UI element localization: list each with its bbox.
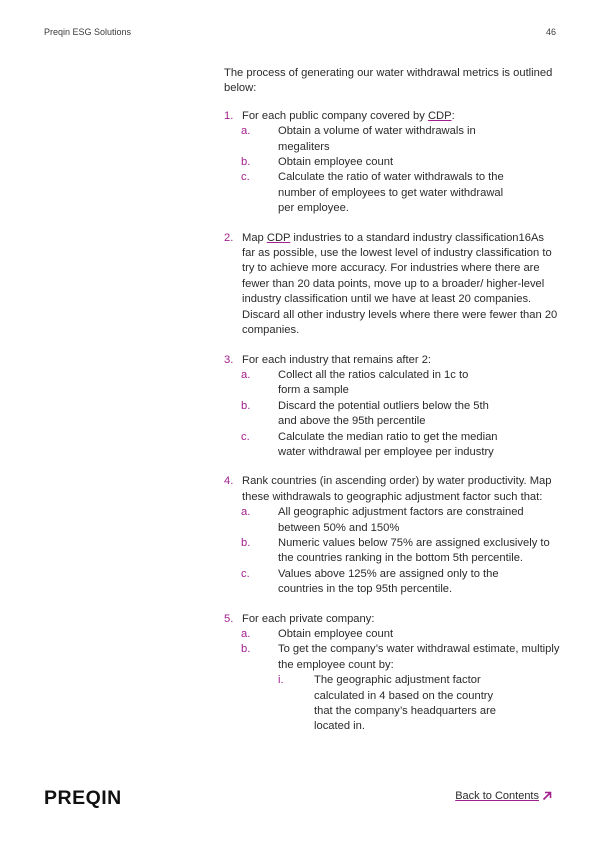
substep-5b-i xyxy=(278,673,560,735)
step-text: For each public company covered by xyxy=(242,109,428,122)
header-title: Preqin ESG Solutions xyxy=(44,27,132,37)
substep-label: a. xyxy=(241,368,251,381)
substep-label: c. xyxy=(241,171,250,184)
substep-text: Obtain employee count xyxy=(278,156,394,169)
substep-label: a. xyxy=(241,125,251,138)
substep-5a xyxy=(241,627,560,642)
step-number: 3. xyxy=(224,353,234,366)
step-3 xyxy=(224,353,560,368)
step-number: 5. xyxy=(224,612,234,625)
subsubstep-label: i. xyxy=(278,674,284,687)
step-text-end: : xyxy=(451,109,455,122)
cdp-link[interactable]: CDP xyxy=(266,231,291,244)
back-to-contents-link[interactable] xyxy=(455,790,552,802)
cdp-link[interactable]: CDP xyxy=(427,109,452,122)
step-1 xyxy=(224,109,560,124)
step-text: Map xyxy=(242,231,267,244)
substep-3c xyxy=(241,430,560,461)
substep-4b xyxy=(241,536,560,567)
step-text: For each industry that remains after 2: xyxy=(242,353,432,366)
substep-label: c. xyxy=(241,430,250,443)
substep-text: Values above 125% are assigned only to the countries in the top 95th percentile. xyxy=(278,567,499,596)
logo-text: PREQIN xyxy=(44,787,122,808)
preqin-logo-mark xyxy=(44,786,128,808)
substep-3a xyxy=(241,368,560,399)
back-to-contents-label: Back to Contents xyxy=(455,790,539,802)
step-number: 4. xyxy=(224,475,234,488)
step-5 xyxy=(224,612,560,627)
substep-text: Collect all the ratios calculated in 1c to form a sample xyxy=(278,368,469,397)
substep-text: Obtain employee count xyxy=(278,628,394,640)
substep-label: b. xyxy=(241,643,251,656)
substep-text: Numeric values below 75% are assigned exclusively to the countries ranking in the bottom 5th percentile. xyxy=(278,536,550,565)
substep-4c xyxy=(241,567,560,598)
main-content xyxy=(224,66,560,735)
step-text: Rank countries (in ascending order) by water productivity. Map these withdrawals to geographic adjustment factor such that: xyxy=(242,475,552,503)
step-4 xyxy=(224,474,560,505)
substep-1c xyxy=(241,170,560,216)
substep-1a xyxy=(241,124,560,155)
page-number: 46 xyxy=(545,27,556,37)
substep-4a xyxy=(241,505,560,536)
step-2 xyxy=(224,231,560,339)
subsubstep-text: The geographic adjustment factor calculated in 4 based on the country that the company’s headquarters are located in. xyxy=(314,674,497,733)
substep-text: To get the company’s water withdrawal estimate, multiply the employee count by: xyxy=(278,643,560,671)
substep-text: Calculate the median ratio to get the median water withdrawal per employee per industry xyxy=(278,430,498,458)
preqin-logo xyxy=(44,786,128,813)
intro-paragraph: The process of generating our water withdrawal metrics is outlined below: xyxy=(224,67,553,95)
substep-text: Obtain a volume of water withdrawals in megaliters xyxy=(278,125,476,153)
substep-label: b. xyxy=(241,399,251,412)
step-text: For each private company: xyxy=(242,612,375,625)
substep-5b xyxy=(241,642,560,673)
step-text-end: industries to a standard industry classification16As far as possible, use the lowest level of industry classification to try to achieve more accuracy. For industries where there are fewer than 20 data points, move up to a broader/ higher-level industry classification until we have at least 20 companies. Discard all other industry levels where there were fewer than 20 companies. xyxy=(242,231,558,337)
substep-1b xyxy=(241,155,560,170)
substep-3b xyxy=(241,399,560,430)
arrow-up-right-icon xyxy=(542,791,552,801)
substep-text: All geographic adjustment factors are constrained between 50% and 150% xyxy=(278,506,524,534)
substep-label: a. xyxy=(241,628,251,640)
step-number: 1. xyxy=(224,109,234,122)
substep-label: c. xyxy=(241,567,250,580)
substep-text: Calculate the ratio of water withdrawals to the number of employees to get water withdrawal per employee. xyxy=(278,171,504,215)
step-number: 2. xyxy=(224,231,234,244)
substep-label: a. xyxy=(241,506,251,519)
substep-label: b. xyxy=(241,536,251,549)
substep-label: b. xyxy=(241,156,251,169)
substep-text: Discard the potential outliers below the 5th and above the 95th percentile xyxy=(278,399,489,428)
